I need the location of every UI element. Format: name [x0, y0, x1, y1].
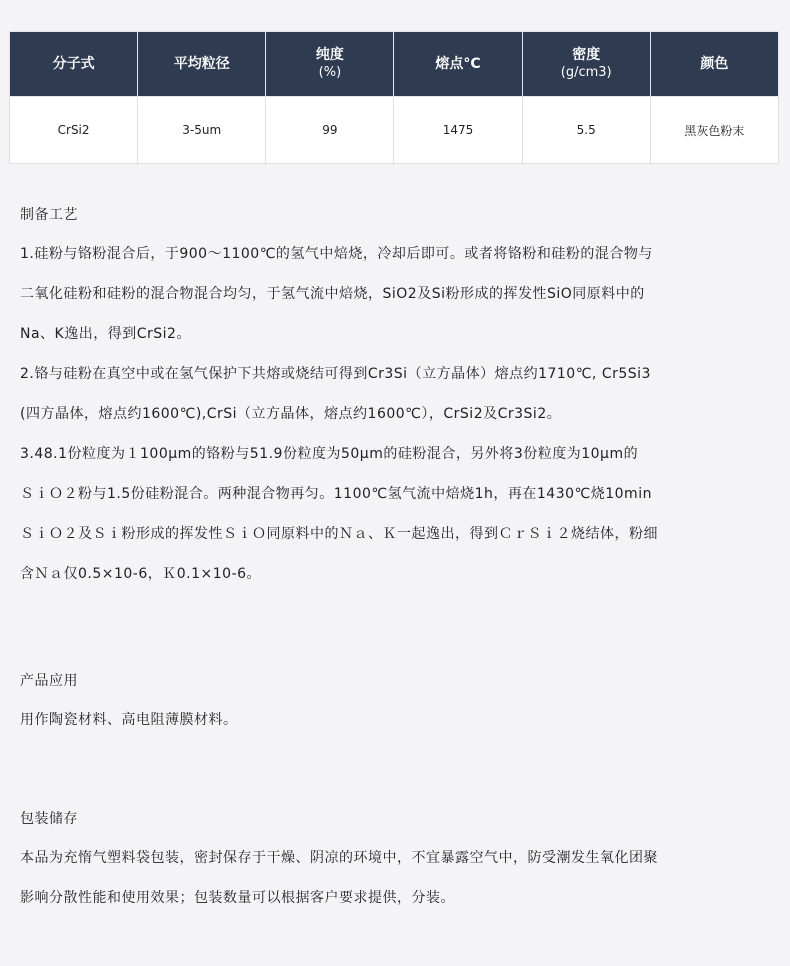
preparation-section — [20, 196, 775, 594]
preparation-heading: 制备工艺 — [20, 207, 78, 223]
preparation-line: 1.硅粉与铬粉混合后，于900～1100℃的氢气中焙烧，冷却后即可。或者将铬粉和硅粉的混合物与 — [20, 246, 653, 262]
preparation-line: 3.48.1份粒度为１100μm的铬粉与51.9份粒度为50μm的硅粉混合，另外将3份粒度为10μm的 — [20, 446, 639, 462]
storage-section — [20, 800, 775, 918]
properties-table — [9, 31, 779, 164]
application-section — [20, 662, 775, 740]
header-color: 颜色 — [650, 32, 778, 97]
cell-density: 5.5 — [522, 97, 650, 164]
table-header-row — [10, 32, 779, 97]
cell-melting-point: 1475 — [394, 97, 522, 164]
storage-line: 本品为充惰气塑料袋包装，密封保存于干燥、阴凉的环境中，不宜暴露空气中，防受潮发生氧化团聚 — [20, 850, 658, 866]
table-row — [10, 97, 779, 164]
preparation-line: ＳｉＯ２及Ｓｉ粉形成的挥发性ＳｉＯ同原料中的Ｎａ、Ｋ一起逸出，得到ＣｒＳｉ２烧结体，粉细 — [20, 526, 658, 542]
header-formula: 分子式 — [10, 32, 138, 97]
application-text: 用作陶瓷材料、高电阻薄膜材料。 — [20, 712, 238, 728]
application-heading: 产品应用 — [20, 673, 78, 689]
preparation-line: ＳｉＯ２粉与1.5份硅粉混合。两种混合物再匀。1100℃氢气流中焙烧1h，再在1430℃烧10min — [20, 486, 652, 502]
header-purity: 纯度 (%) — [266, 32, 394, 97]
storage-heading: 包装储存 — [20, 811, 78, 827]
preparation-line: 2.铬与硅粉在真空中或在氢气保护下共熔或烧结可得到Cr3Si（立方晶体）熔点约1710℃, Cr5Si3 — [20, 366, 651, 382]
header-melting-point: 熔点°C — [394, 32, 522, 97]
cell-formula: CrSi2 — [10, 97, 138, 164]
header-density: 密度 (g/cm3) — [522, 32, 650, 97]
preparation-line: 含Ｎａ仅0.5×10-6，Ｋ0.1×10-6。 — [20, 566, 262, 582]
preparation-line: Na、K逸出，得到CrSi2。 — [20, 326, 191, 342]
cell-purity: 99 — [266, 97, 394, 164]
cell-color: 黑灰色粉末 — [650, 97, 778, 164]
storage-line: 影响分散性能和使用效果；包装数量可以根据客户要求提供，分装。 — [20, 890, 455, 906]
cell-particle-size: 3-5um — [138, 97, 266, 164]
preparation-line: (四方晶体，熔点约1600℃),CrSi（立方晶体，熔点约1600℃），CrSi2及Cr3Si2。 — [20, 406, 562, 422]
preparation-line: 二氧化硅粉和硅粉的混合物混合均匀，于氢气流中焙烧，SiO2及Si粉形成的挥发性SiO同原料中的 — [20, 286, 645, 302]
header-particle-size: 平均粒径 — [138, 32, 266, 97]
